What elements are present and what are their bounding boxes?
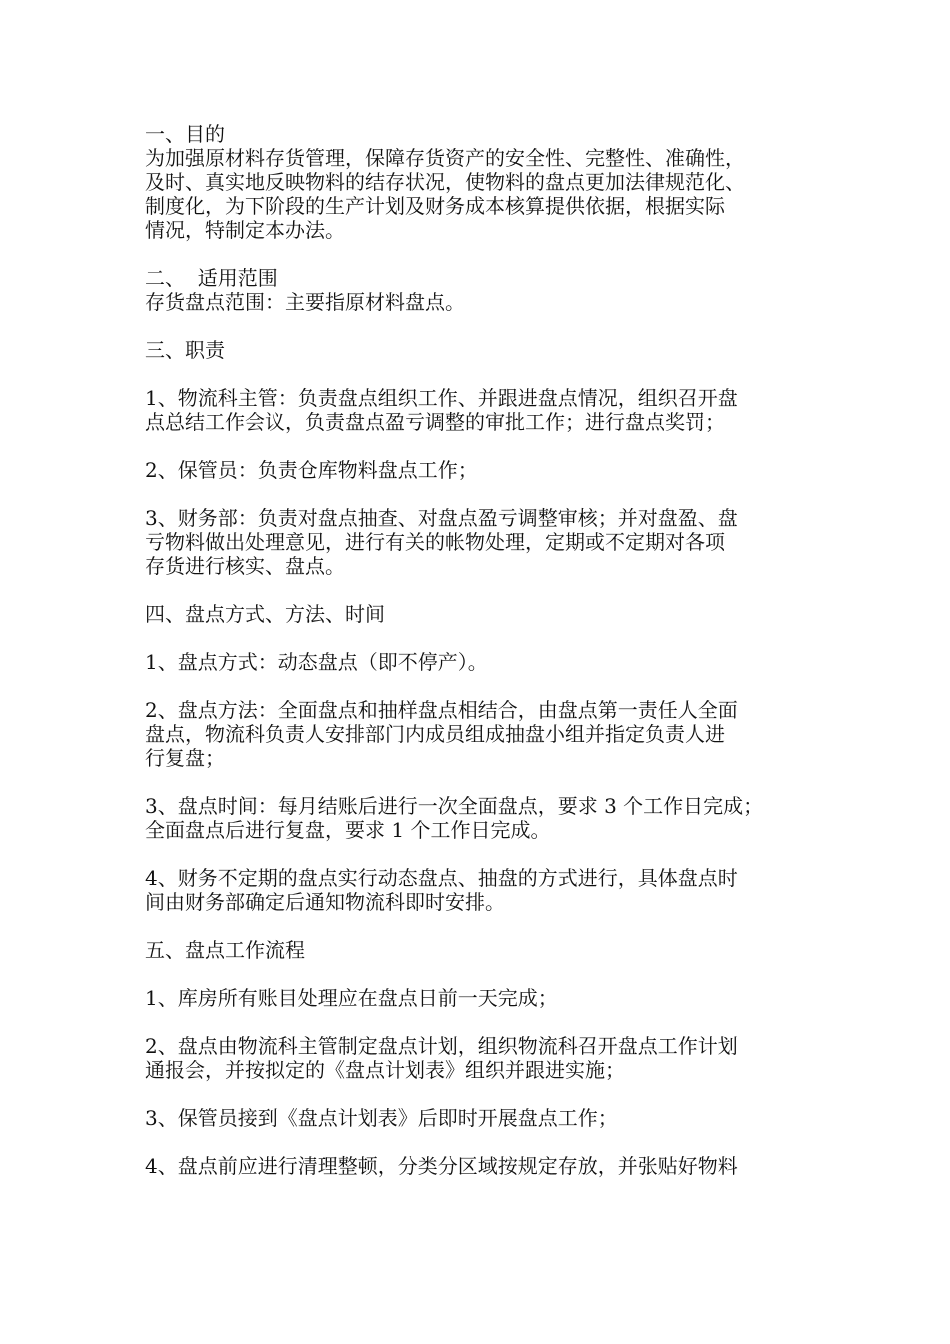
- paragraph-line: 存货进行核实、盘点。: [145, 554, 345, 578]
- paragraph-line: 行复盘；: [145, 746, 225, 770]
- method-item-2: [145, 698, 815, 770]
- paragraph-line: 制度化，为下阶段的生产计划及财务成本核算提供依据，根据实际: [145, 194, 725, 218]
- process-item-4: 4、盘点前应进行清理整顿，分类分区域按规定存放，并张贴好物料: [145, 1154, 738, 1178]
- paragraph-line: 及时、真实地反映物料的结存状况，使物料的盘点更加法律规范化、: [145, 170, 745, 194]
- duty-item-1: [145, 386, 815, 434]
- document-page: [145, 122, 815, 1178]
- section-purpose: [145, 122, 815, 242]
- heading-duties: 三、职责: [145, 338, 225, 362]
- heading-scope: 二、 适用范围: [145, 266, 278, 290]
- paragraph-line: 4、财务不定期的盘点实行动态盘点、抽盘的方式进行，具体盘点时: [145, 866, 738, 890]
- duty-item-3: [145, 506, 815, 578]
- paragraph-line: 1、物流科主管：负责盘点组织工作、并跟进盘点情况，组织召开盘: [145, 386, 738, 410]
- paragraph-line: 3、盘点时间：每月结账后进行一次全面盘点，要求 3 个工作日完成；: [145, 794, 764, 818]
- paragraph-line: 盘点，物流科负责人安排部门内成员组成抽盘小组并指定负责人进: [145, 722, 725, 746]
- paragraph-line: 间由财务部确定后通知物流科即时安排。: [145, 890, 505, 914]
- paragraph-line: 通报会，并按拟定的《盘点计划表》组织并跟进实施；: [145, 1058, 625, 1082]
- paragraph-line: 存货盘点范围：主要指原材料盘点。: [145, 290, 465, 314]
- paragraph-line: 全面盘点后进行复盘，要求 1 个工作日完成。: [145, 818, 551, 842]
- process-item-2: [145, 1034, 815, 1082]
- method-item-4: [145, 866, 815, 914]
- paragraph-line: 亏物料做出处理意见，进行有关的帐物处理，定期或不定期对各项: [145, 530, 725, 554]
- section-scope: [145, 266, 815, 314]
- heading-process: 五、盘点工作流程: [145, 938, 305, 962]
- paragraph-line: 为加强原材料存货管理，保障存货资产的安全性、完整性、准确性，: [145, 146, 745, 170]
- paragraph-line: 2、盘点方法：全面盘点和抽样盘点相结合，由盘点第一责任人全面: [145, 698, 738, 722]
- paragraph-line: 点总结工作会议，负责盘点盈亏调整的审批工作；进行盘点奖罚；: [145, 410, 725, 434]
- duty-item-2: 2、保管员：负责仓库物料盘点工作；: [145, 458, 478, 482]
- process-item-1: 1、库房所有账目处理应在盘点日前一天完成；: [145, 986, 558, 1010]
- paragraph-line: 2、盘点由物流科主管制定盘点计划，组织物流科召开盘点工作计划: [145, 1034, 738, 1058]
- heading-purpose: 一、目的: [145, 122, 225, 146]
- method-item-3: [145, 794, 815, 842]
- method-item-1: 1、盘点方式：动态盘点（即不停产）。: [145, 650, 488, 674]
- process-item-3: 3、保管员接到《盘点计划表》后即时开展盘点工作；: [145, 1106, 618, 1130]
- heading-method: 四、盘点方式、方法、时间: [145, 602, 385, 626]
- paragraph-line: 3、财务部：负责对盘点抽查、对盘点盈亏调整审核；并对盘盈、盘: [145, 506, 738, 530]
- paragraph-line: 情况，特制定本办法。: [145, 218, 345, 242]
